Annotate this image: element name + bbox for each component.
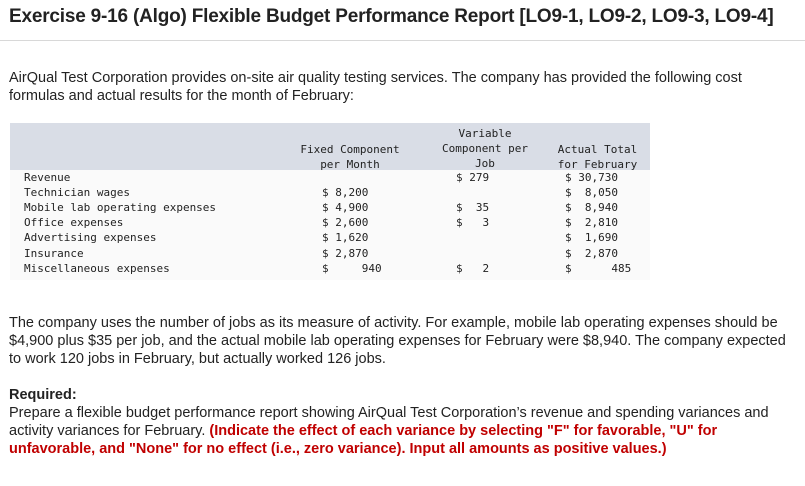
header-actual-total: Actual Total for February <box>557 143 638 171</box>
cell-actual: $ 8,940 <box>565 201 618 215</box>
cell-variable: $ 3 <box>456 216 490 230</box>
cell-fixed: $ 8,200 <box>322 186 369 200</box>
required-instruction: (Indicate the effect of each variance by selecting "F" for favorable, "U" for unfavorable, and "None" for no effect (i.e., zero variance). Input all amounts as positive values.) <box>9 423 718 457</box>
cell-variable: $ 279 <box>456 171 490 184</box>
title-divider <box>0 40 805 41</box>
row-label: Advertising expenses <box>24 231 157 245</box>
intro-paragraph: AirQual Test Corporation provides on-site air quality testing services. The company has provided the following cost formulas and actual results for the month of February: <box>9 70 742 104</box>
row-label: Insurance <box>24 246 84 260</box>
cell-fixed: $ 2,870 <box>322 246 369 260</box>
cell-fixed: $ 4,900 <box>322 201 369 215</box>
cell-actual: $ 2,870 <box>565 246 618 260</box>
cell-actual: $ 485 <box>565 261 632 275</box>
required-text <box>9 404 799 458</box>
row-label: Miscellaneous expenses <box>24 261 170 275</box>
row-label: Mobile lab operating expenses <box>24 201 217 215</box>
row-label: Revenue <box>24 171 71 184</box>
cell-fixed: $ 1,620 <box>322 231 369 245</box>
cell-variable: $ 35 <box>456 201 490 215</box>
cell-actual: $ 1,690 <box>565 231 618 245</box>
required-section <box>9 386 799 458</box>
header-fixed-component: Fixed Component per Month <box>300 143 400 171</box>
cell-actual: $ 8,050 <box>565 186 618 200</box>
required-heading: Required: <box>9 387 77 403</box>
cell-variable: $ 2 <box>456 261 490 275</box>
cost-formula-table <box>10 123 650 280</box>
exercise-title: Exercise 9-16 (Algo) Flexible Budget Performance Report [LO9-1, LO9-2, LO9-3, LO9-4] <box>9 6 774 27</box>
activity-paragraph: The company uses the number of jobs as its measure of activity. For example, mobile lab operating expenses should be $4,900 plus $35 per job, and the actual mobile lab operating expenses for February were $8,940. The company expected to work 120 jobs in February, but actually worked 126 jobs. <box>9 315 786 367</box>
required-task: Prepare a flexible budget performance report showing AirQual Test Corporation’s revenue and spending variances and activity variances for February. <box>9 405 769 439</box>
row-label: Office expenses <box>24 216 124 230</box>
row-label: Technician wages <box>24 186 130 200</box>
cell-fixed: $ 2,600 <box>322 216 369 230</box>
cell-actual: $ 30,730 <box>565 171 618 184</box>
cell-actual: $ 2,810 <box>565 216 618 230</box>
cell-fixed: $ 940 <box>322 261 382 275</box>
header-variable-component: Variable Component per Job <box>441 127 529 170</box>
